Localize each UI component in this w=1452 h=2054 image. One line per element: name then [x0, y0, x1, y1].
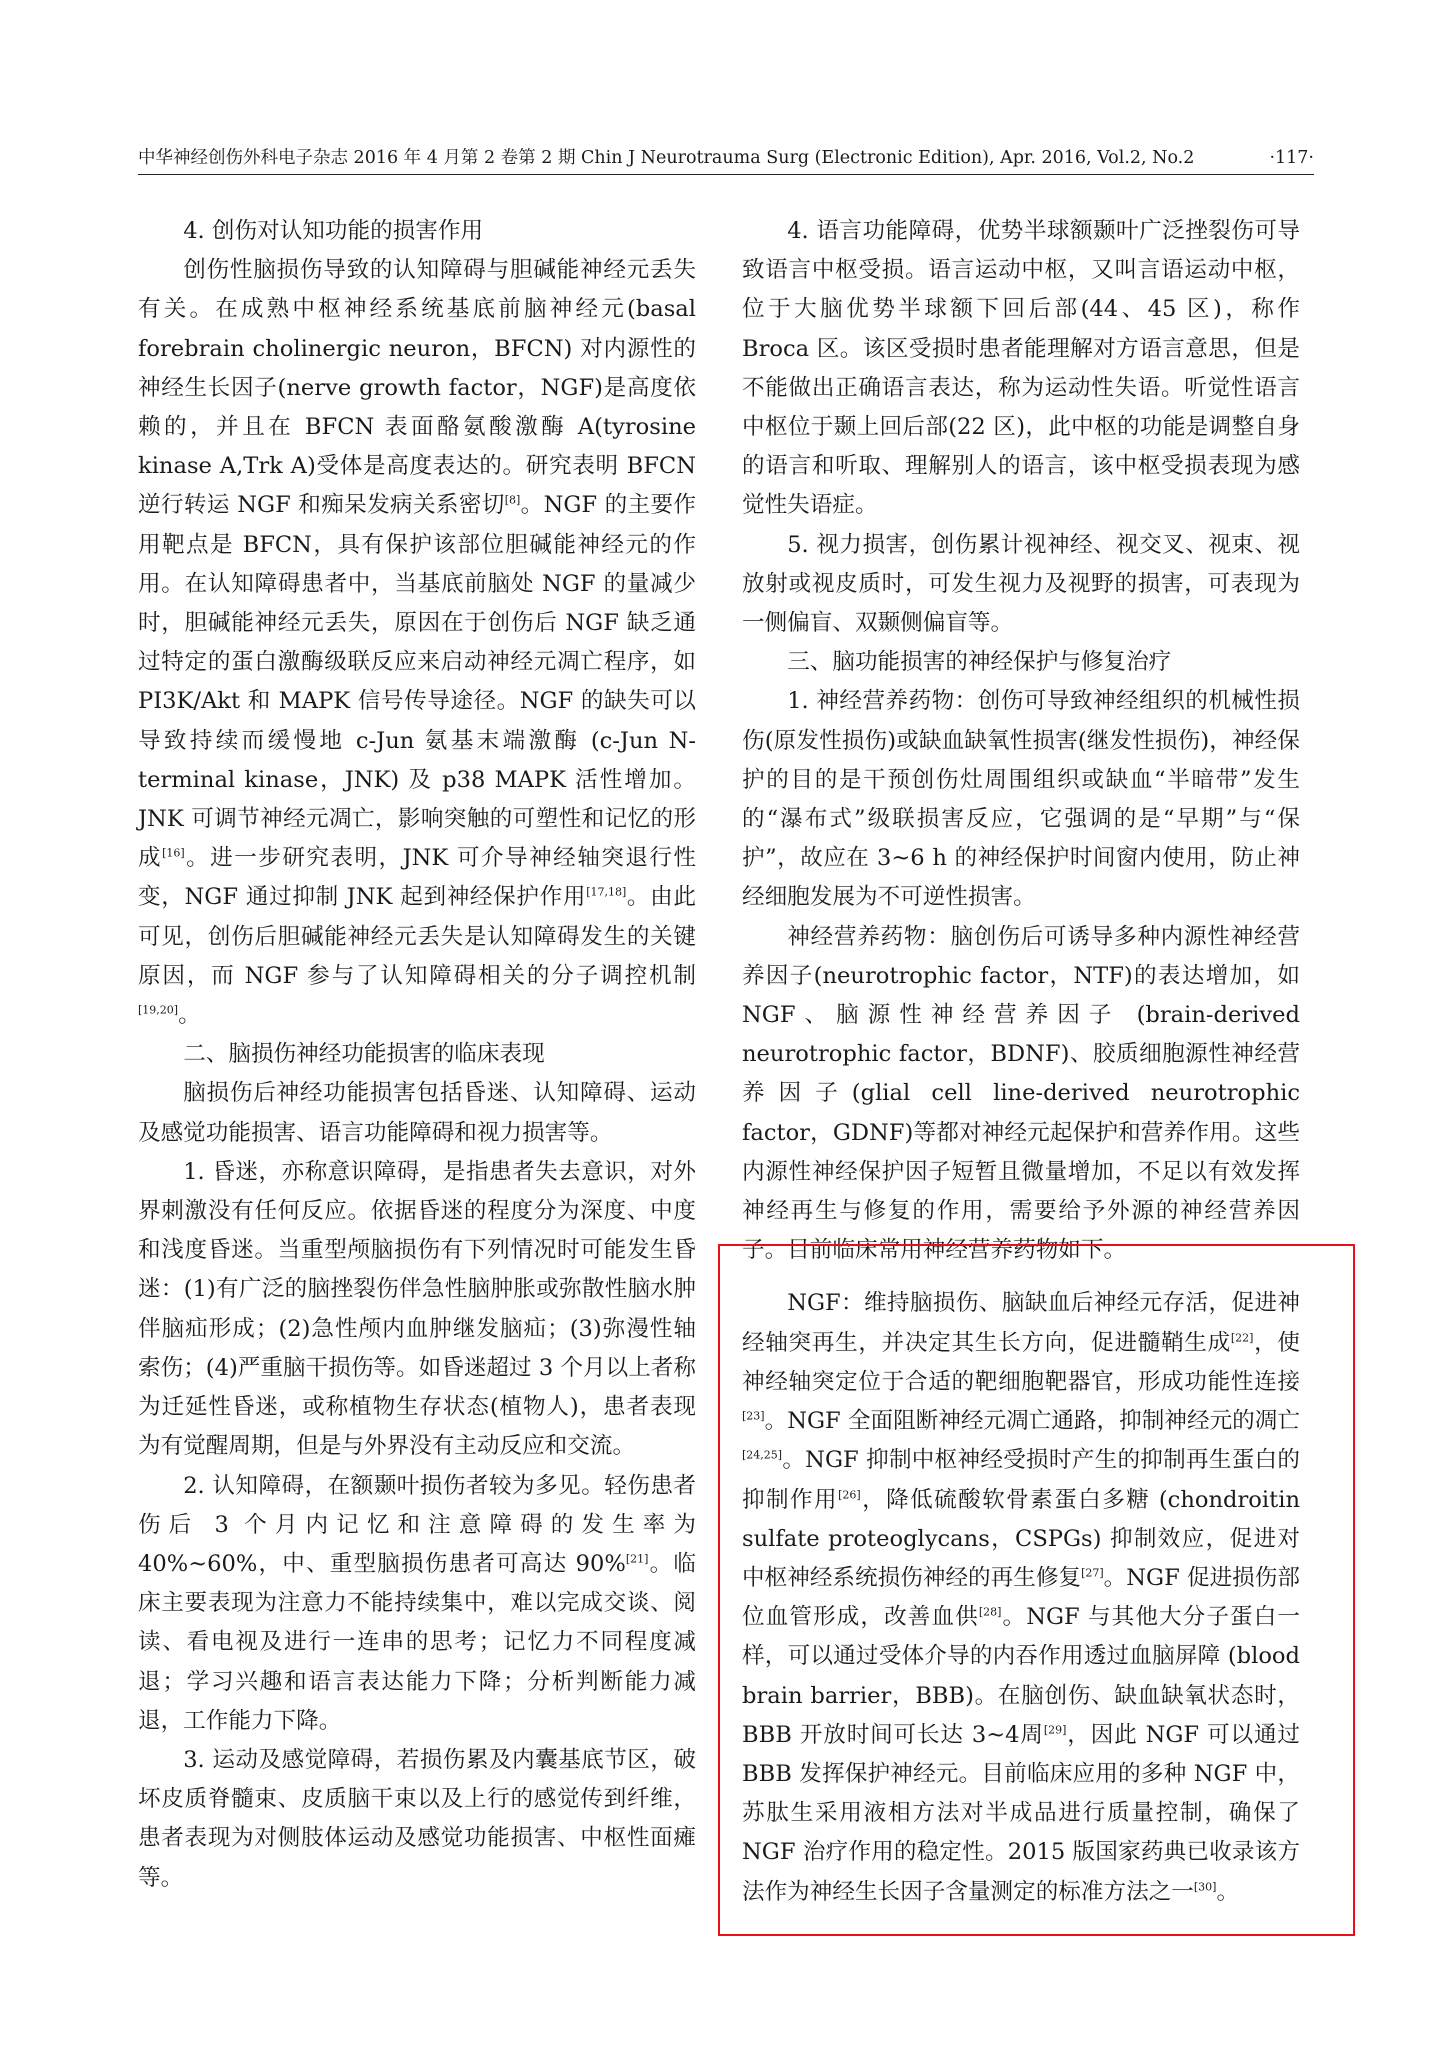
paragraph: 脑损伤后神经功能损害包括昏迷、认知障碍、运动及感觉功能损害、语言功能障碍和视力损害等。 — [138, 1080, 696, 1146]
subsection-heading: 4. 创伤对认知功能的损害作用 — [183, 218, 484, 244]
paragraph: 1. 神经营养药物：创伤可导致神经组织的机械性损伤(原发性损伤)或缺血缺氧性损害(继发性损伤)，神经保护的目的是干预创伤灶周围组织或缺血“半暗带”发生的“瀑布式”级联损害反应，它强调的是“早期”与“保护”，故应在 3~6 h 的神经保护时间窗内使用，防止神经细胞发展为不可逆性损害。 — [742, 688, 1300, 911]
paragraph: 2. 认知障碍，在额颞叶损伤者较为多见。轻伤患者伤后 3 个月内记忆和注意障碍的发生率为 40%~60%，中、重型脑损伤患者可高达 90%[21]。临床主要表现为注意力不能持续集中，难以完成交谈、阅读、看电视及进行一连串的思考；记忆力不同程度减退；学习兴趣和语言表达能力下降；分析判断能力减退，工作能力下降。 — [138, 1472, 696, 1734]
citation: [27] — [1081, 1566, 1104, 1580]
highlighted-paragraph: NGF：维持脑损伤、脑缺血后神经元存活，促进神经轴突再生，并决定其生长方向，促进髓鞘生成[22]，使神经轴突定位于合适的靶细胞靶器官，形成功能性连接[23]。NGF 全面阻断神经元凋亡通路，抑制神经元的凋亡[24,25]。NGF 抑制中枢神经受损时产生的抑制再生蛋白的抑制作用[26]，降低硫酸软骨素蛋白多糖 (chondroitin sulfate proteoglycans，CSPGs) 抑制效应，促进对中枢神经系统损伤神经的再生修复[27]。NGF 促进损伤部位血管形成，改善血供[28]。NGF 与其他大分子蛋白一样，可以通过受体介导的内吞作用透过血脑屏障 (blood brain barrier，BBB)。在脑创伤、缺血缺氧状态时，BBB 开放时间可长达 3~4周[29]，因此 NGF 可以通过 BBB 发挥保护神经元。目前临床应用的多种 NGF 中，苏肽生采用液相方法对半成品进行质量控制，确保了 NGF 治疗作用的稳定性。2015 版国家药典已收录该方法作为神经生长因子含量测定的标准方法之一[30]。 — [742, 1290, 1301, 1905]
page-number: ·117· — [1269, 148, 1314, 168]
journal-citation: 中华神经创伤外科电子杂志 2016 年 4 月第 2 卷第 2 期 Chin J Neurotrauma Surg (Electronic Edition), Apr. 2016, Vol.2, No.2 — [138, 148, 1195, 168]
paragraph: 创伤性脑损伤导致的认知障碍与胆碱能神经元丢失有关。在成熟中枢神经系统基底前脑神经元(basal forebrain cholinergic neuron，BFCN) 对内源性的神经生长因子(nerve growth factor，NGF)是高度依赖的，并且在 BFCN 表面酪氨酸激酶 A(tyrosine kinase A,Trk A)受体是高度表达的。研究表明 BFCN 逆行转运 NGF 和痴呆发病关系密切[8]。NGF 的主要作用靶点是 BFCN，具有保护该部位胆碱能神经元的作用。在认知障碍患者中，当基底前脑处 NGF 的量减少时，胆碱能神经元丢失，原因在于创伤后 NGF 缺乏通过特定的蛋白激酶级联反应来启动神经元凋亡程序，如 PI3K/Akt 和 MAPK 信号传导途径。NGF 的缺失可以导致持续而缓慢地 c-Jun 氨基末端激酶 (c-Jun N-terminal kinase，JNK) 及 p38 MAPK 活性增加。JNK 可调节神经元凋亡，影响突触的可塑性和记忆的形成[16]。进一步研究表明，JNK 可介导神经轴突退行性变，NGF 通过抑制 JNK 起到神经保护作用[17,18]。由此可见，创伤后胆碱能神经元丢失是认知障碍发生的关键原因，而 NGF 参与了认知障碍相关的分子调控机制[19,20]。 — [138, 257, 697, 1029]
citation: [8] — [504, 493, 521, 507]
paragraph: 神经营养药物：脑创伤后可诱导多种内源性神经营养因子(neurotrophic factor，NTF)的表达增加，如NGF、脑源性神经营养因子 (brain-derived neurotrophic factor，BDNF)、胶质细胞源性神经营养因子(glial cell line-derived neurotrophic factor，GDNF)等都对神经元起保护和营养作用。这些内源性神经保护因子短暂且微量增加，不足以有效发挥神经再生与修复的作用，需要给予外源的神经营养因子。目前临床常用神经营养药物如下。 — [742, 923, 1300, 1264]
header-rule — [138, 174, 1314, 175]
citation: [26] — [838, 1487, 861, 1501]
citation: [29] — [1043, 1723, 1067, 1737]
paragraph: 3. 运动及感觉障碍，若损伤累及内囊基底节区，破坏皮质脊髓束、皮质脑干束以及上行的感觉传到纤维，患者表现为对侧肢体运动及感觉功能损害、中枢性面瘫等。 — [138, 1746, 696, 1891]
section-heading: 三、脑功能损害的神经保护与修复治疗 — [787, 649, 1172, 676]
paragraph: 4. 语言功能障碍，优势半球额颞叶广泛挫裂伤可导致语言中枢受损。语言运动中枢，又叫言语运动中枢，位于大脑优势半球额下回后部(44、45 区)，称作 Broca 区。该区受损时患者能理解对方语言意思，但是不能做出正确语言表达，称为运动性失语。听觉性语言中枢位于颞上回后部(22 区)，此中枢的功能是调整自身的语言和听取、理解别人的语言，该中枢受损表现为感觉性失语症。 — [742, 218, 1300, 519]
highlight-box — [718, 1244, 1355, 1936]
citation: [19,20] — [138, 1003, 179, 1017]
citation: [23] — [742, 1409, 765, 1423]
citation: [30] — [1193, 1880, 1217, 1893]
citation: [16] — [162, 846, 185, 860]
citation: [24,25] — [742, 1448, 783, 1462]
left-column — [138, 212, 696, 1898]
citation: [21] — [625, 1552, 649, 1566]
paragraph: 5. 视力损害，创伤累计视神经、视交叉、视束、视放射或视皮质时，可发生视力及视野的损害，可表现为一侧偏盲、双颞侧偏盲等。 — [742, 531, 1300, 637]
paragraph: 1. 昏迷，亦称意识障碍，是指患者失去意识，对外界刺激没有任何反应。依据昏迷的程度分为深度、中度和浅度昏迷。当重型颅脑损伤有下列情况时可能发生昏迷：(1)有广泛的脑挫裂伤伴急性脑肿胀或弥散性脑水肿伴脑疝形成；(2)急性颅内血肿继发脑疝；(3)弥漫性轴索伤；(4)严重脑干损伤等。如昏迷超过 3 个月以上者称为迁延性昏迷，或称植物生存状态(植物人)，患者表现为有觉醒周期，但是与外界没有主动反应和交流。 — [138, 1158, 696, 1460]
citation: [22] — [1230, 1331, 1254, 1345]
citation: [28] — [978, 1605, 1002, 1619]
citation: [17,18] — [586, 885, 627, 899]
section-heading: 二、脑损伤神经功能损害的临床表现 — [183, 1041, 545, 1068]
